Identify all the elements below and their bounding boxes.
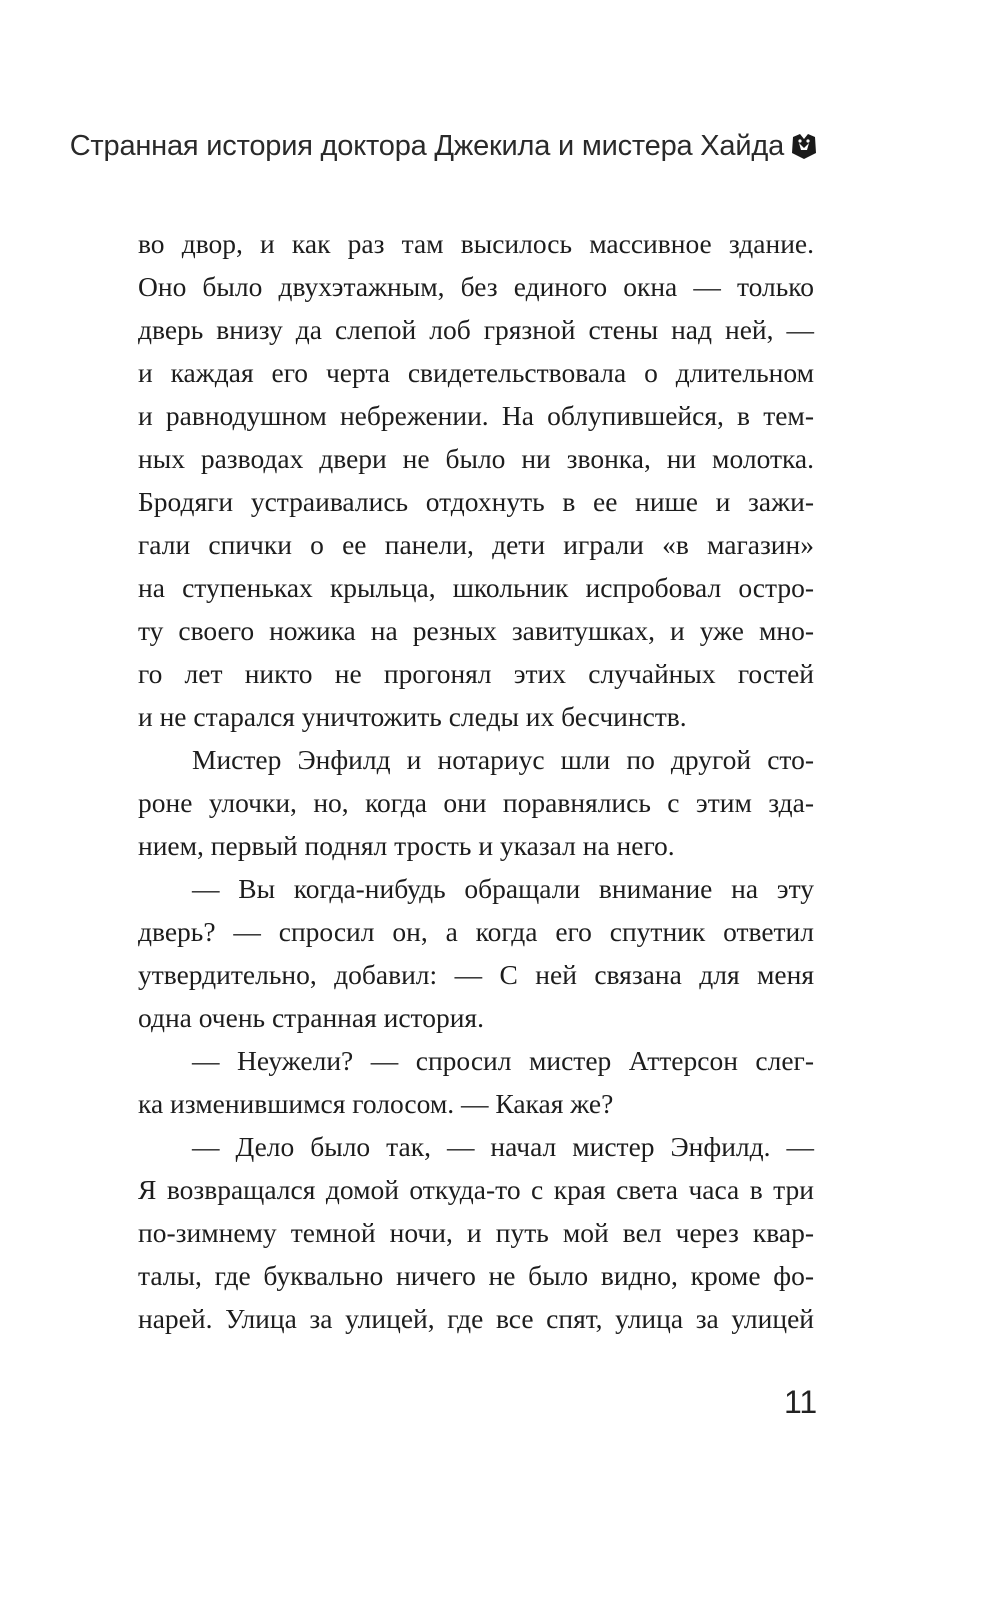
body-text xyxy=(138,222,814,1340)
text-line: дверь? — спросил он, а когда его спутник ответил xyxy=(138,916,814,947)
text-line: во двор, и как раз там высилось массивное здание. xyxy=(138,228,814,259)
dialogue-start-line: — Дело было так, — начал мистер Энфилд. — xyxy=(192,1131,814,1162)
text-line: Оно было двухэтажным, без единого окна — только xyxy=(138,271,814,302)
text-line: и равнодушном небрежении. На облупившейся, в тем- xyxy=(138,400,814,431)
text-line: ту своего ножика на резных завитушках, и уже мно- xyxy=(138,615,814,646)
text-line: Бродяги устраивались отдохнуть в ее нише и зажи- xyxy=(138,486,814,517)
text-line: роне улочки, но, когда они поравнялись с этим зда- xyxy=(138,787,814,818)
text-line: гали спички о ее панели, дети играли «в магазин» xyxy=(138,529,814,560)
paragraph-end-line: ка изменившимся голосом. — Какая же? xyxy=(138,1088,614,1119)
running-header xyxy=(70,130,818,163)
dialogue-start-line: — Неужели? — спросил мистер Аттерсон слег- xyxy=(192,1045,814,1076)
text-line: ных разводах двери не было ни звонка, ни молотка. xyxy=(138,443,814,474)
text-line: Я возвращался домой откуда-то с края света часа в три xyxy=(138,1174,814,1205)
dialogue-start-line: — Вы когда-нибудь обращали внимание на эту xyxy=(192,873,814,904)
text-line: по-зимнему темной ночи, и путь мой вел через квар- xyxy=(138,1217,814,1248)
text-line: и каждая его черта свидетельствовала о длительном xyxy=(138,357,814,388)
text-line: на ступеньках крыльца, школьник испробовал остро- xyxy=(138,572,814,603)
text-line: нарей. Улица за улицей, где все спят, улица за улицей xyxy=(138,1303,814,1334)
paragraph-end-line: одна очень странная история. xyxy=(138,1002,484,1033)
paragraph-start-line: Мистер Энфилд и нотариус шли по другой сто- xyxy=(192,744,814,775)
paragraph-end-line: нием, первый поднял трость и указал на него. xyxy=(138,830,675,861)
text-line: утвердительно, добавил: — С ней связана для меня xyxy=(138,959,814,990)
book-emblem-icon xyxy=(790,131,818,161)
text-line: талы, где буквально ничего не было видно, кроме фо- xyxy=(138,1260,814,1291)
text-line: дверь внизу да слепой лоб грязной стены над ней, — xyxy=(138,314,814,345)
paragraph-end-line: и не старался уничтожить следы их бесчинств. xyxy=(138,701,687,732)
page-number: 11 xyxy=(784,1384,818,1420)
text-line: го лет никто не прогонял этих случайных гостей xyxy=(138,658,814,689)
running-title: Странная история доктора Джекила и мистера Хайда xyxy=(69,130,784,162)
